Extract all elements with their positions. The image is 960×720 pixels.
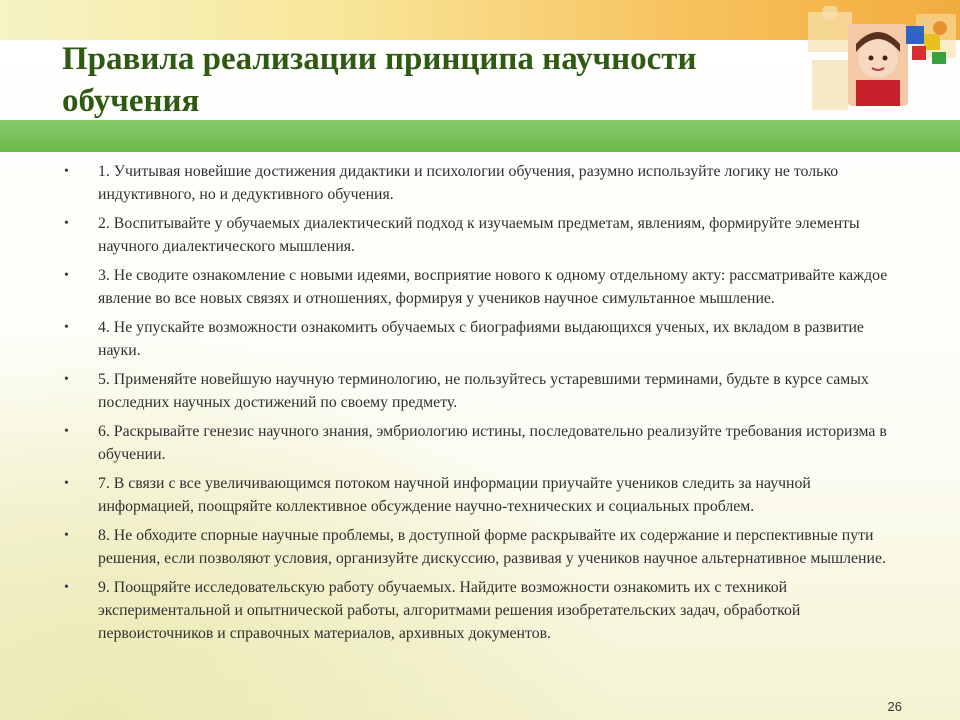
list-item-text: 4. Не упускайте возможности ознакомить обучаемых с биографиями выдающихся ученых, их вкладом в развитие науки. xyxy=(98,319,864,359)
bullet-icon: • xyxy=(64,216,69,231)
list-item xyxy=(64,316,904,362)
list-item xyxy=(64,368,904,414)
slide-title: Правила реализации принципа научности обучения xyxy=(62,41,697,119)
list-item-text: 3. Не сводите ознакомление с новыми идеями, восприятие нового к одному отдельному акту: рассматривайте каждое явление во все новых связях и отношениях, формируя у учеников научное симультанное мышление. xyxy=(98,267,888,307)
bullet-icon: • xyxy=(64,372,69,387)
list-item-text: 5. Применяйте новейшую научную терминологию, не пользуйтесь устаревшими терминами, будьте в курсе самых последних научных достижений по своему предмету. xyxy=(98,371,869,411)
list-item-text: 8. Не обходите спорные научные проблемы, в доступной форме раскрывайте их содержание и перспективные пути решения, если позволяют условия, организуйте дискуссию, развивая у учеников научное альтернативное мышление. xyxy=(98,527,886,567)
bullet-icon: • xyxy=(64,580,69,595)
list-item xyxy=(64,160,904,206)
list-item xyxy=(64,420,904,466)
bullet-icon: • xyxy=(64,528,69,543)
green-header-bar xyxy=(0,120,960,152)
list-item-text: 9. Поощряйте исследовательскую работу обучаемых. Найдите возможности ознакомить их с техникой экспериментальной и опытнической работы, алгоритмами решения изобретательских задач, обработкой первоисточников и справочных материалов, архивных документов. xyxy=(98,579,801,642)
list-item-text: 7. В связи с все увеличивающимся потоком научной информации приучайте учеников следить за научной информацией, поощряйте коллективное обсуждение научно-технических и социальных проблем. xyxy=(98,475,811,515)
list-item xyxy=(64,472,904,518)
rules-list xyxy=(64,160,904,651)
list-item-text: 2. Воспитывайте у обучаемых диалектический подход к изучаемым предметам, явлениям, формируйте элементы научного диалектического мышления. xyxy=(98,215,860,255)
list-item xyxy=(64,264,904,310)
bullet-icon: • xyxy=(64,424,69,439)
bullet-icon: • xyxy=(64,476,69,491)
list-item-text: 1. Учитывая новейшие достижения дидактики и психологии обучения, разумно используйте логику не только индуктивного, но и дедуктивного обучения. xyxy=(98,163,839,203)
bullet-icon: • xyxy=(64,164,69,179)
puzzle-decoration-image xyxy=(808,6,958,118)
list-item-text: 6. Раскрывайте генезис научного знания, эмбриологию истины, последовательно реализуйте требования историзма в обучении. xyxy=(98,423,887,463)
list-item xyxy=(64,212,904,258)
bullet-icon: • xyxy=(64,320,69,335)
bullet-icon: • xyxy=(64,268,69,283)
list-item xyxy=(64,576,904,645)
page-number: 26 xyxy=(887,699,902,714)
list-item xyxy=(64,524,904,570)
